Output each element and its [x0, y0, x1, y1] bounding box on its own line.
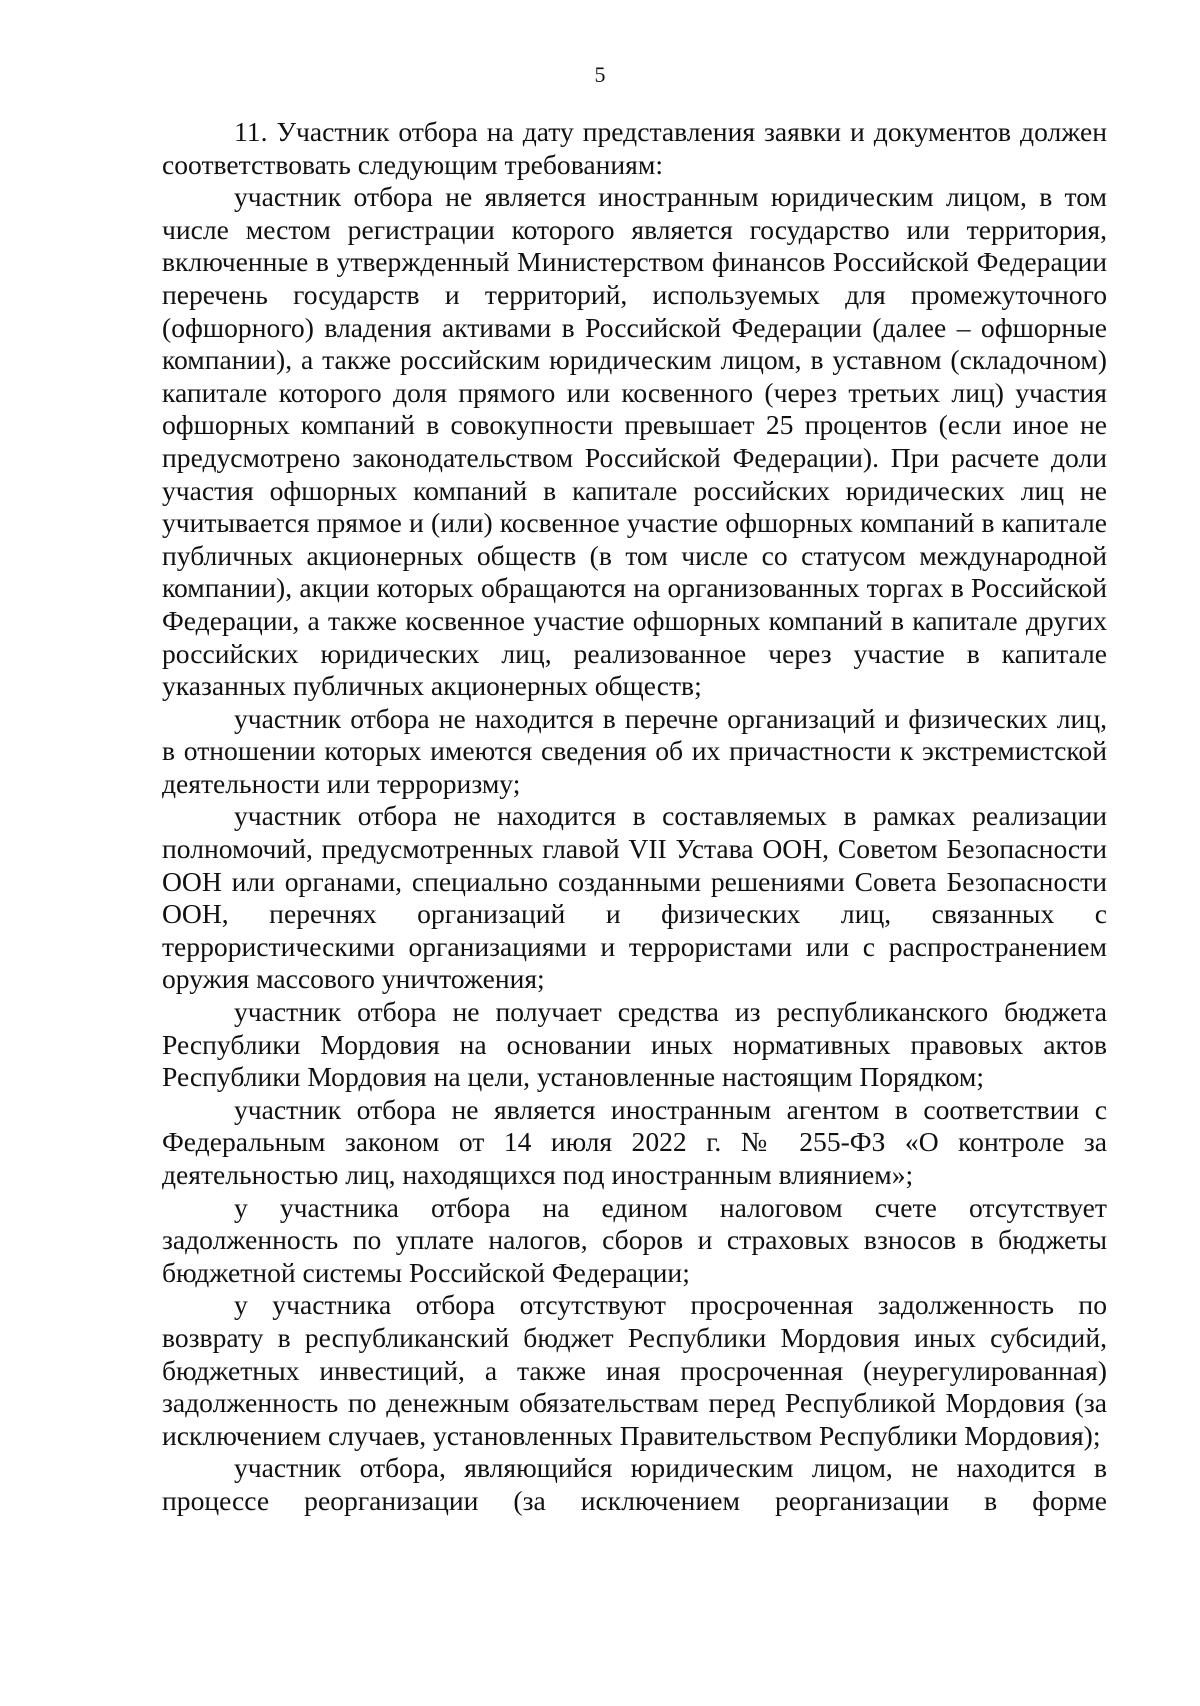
paragraph-offshore-requirement: участник отбора не является иностранным юридическим лицом, в том числе местом регистрации которого является государство или территория, включенные в утвержденный Министерством финансов Российской Федерации перечень государств и территорий, используемых для промежуточного (офшорного) владения активами в Российской Федерации (далее – офшорные компании), а также российским юридическим лицом, в уставном (складочном) капитале которого доля прямого или косвенного (через третьих лиц) участия офшорных компаний в совокупности превышает 25 процентов (если иное не предусмотрено законодательством Российской Федерации). При расчете доли участия офшорных компаний в капитале российских юридических лиц не учитывается прямое и (или) косвенное участие офшорных компаний в капитале публичных акционерных обществ (в том числе со статусом международной компании), акции которых обращаются на организованных торгах в Российской Федерации, а также косвенное участие офшорных компаний в капитале других российских юридических лиц, реализованное через участие в капитале указанных публичных акционерных обществ;: [162, 181, 1107, 702]
paragraph-requirements-intro: 11. Участник отбора на дату представления заявки и документов должен соответствовать следующим требованиям:: [162, 116, 1107, 180]
paragraph-extremism-list: участник отбора не находится в перечне организаций и физических лиц, в отношении которых имеются сведения об их причастности к экстремистской деятельности или терроризму;: [162, 702, 1107, 799]
document-body: [162, 116, 1107, 1518]
paragraph-foreign-agent: участник отбора не является иностранным агентом в соответствии с Федеральным законом от 14 июля 2022 г. № 255-ФЗ «О контроле за деятельностью лиц, находящихся под иностранным влиянием»;: [162, 1093, 1107, 1190]
paragraph-un-sanctions-list: участник отбора не находится в составляемых в рамках реализации полномочий, предусмотренных главой VII Устава ООН, Советом Безопасности ООН или органами, специально созданными решениями Совета Безопасности ООН, перечнях организаций и физических лиц, связанных с террористическими организациями и террористами или с распространением оружия массового уничтожения;: [162, 800, 1107, 995]
paragraph-tax-debt: у участника отбора на едином налоговом счете отсутствует задолженность по уплате налогов, сборов и страховых взносов в бюджеты бюджетной системы Российской Федерации;: [162, 1191, 1107, 1288]
paragraph-reorganization: участник отбора, являющийся юридическим лицом, не находится в процессе реорганизации (за исключением реорганизации в форме: [162, 1452, 1107, 1516]
paragraph-overdue-debt: у участника отбора отсутствуют просроченная задолженность по возврату в республиканский бюджет Республики Мордовия иных субсидий, бюджетных инвестиций, а также иная просроченная (неурегулированная) задолженность по денежным обязательствам перед Республикой Мордовия (за исключением случаев, установленных Правительством Республики Мордовия);: [162, 1289, 1107, 1451]
page-number: 5: [594, 62, 606, 87]
paragraph-no-other-budget-funds: участник отбора не получает средства из республиканского бюджета Республики Мордовия на основании иных нормативных правовых актов Республики Мордовия на цели, установленные настоящим Порядком;: [162, 996, 1107, 1093]
